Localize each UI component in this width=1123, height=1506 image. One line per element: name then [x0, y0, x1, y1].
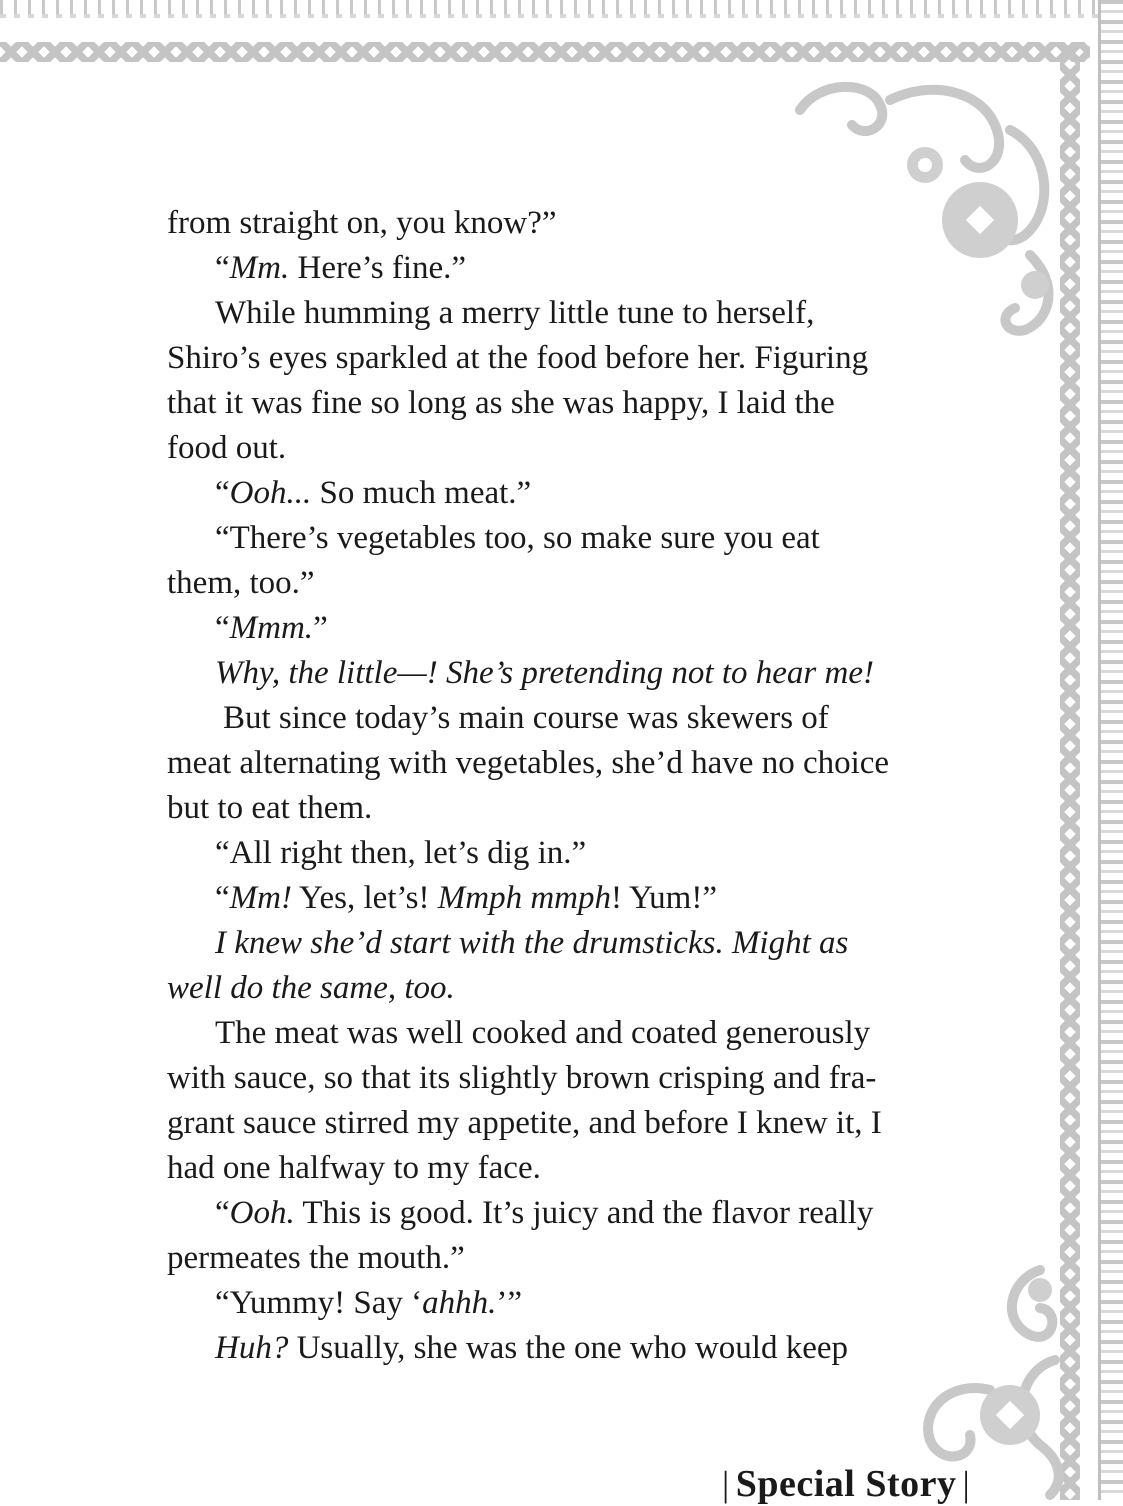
text-line [167, 561, 967, 606]
text-segment: grant sauce stirred my appetite, and before I knew it, I [167, 1105, 882, 1141]
text-segment: “ [215, 880, 230, 916]
text-segment: So much meat.” [311, 475, 532, 511]
text-segment: “ [215, 250, 230, 286]
italic-text: ahhh. [422, 1285, 497, 1321]
text-line [167, 966, 967, 1011]
text-line [167, 921, 967, 966]
text-line [167, 381, 967, 426]
story-body [167, 201, 967, 1371]
text-segment: “ [215, 610, 230, 646]
text-segment: “All right then, let’s dig in.” [215, 835, 587, 871]
text-line [167, 786, 967, 831]
italic-text: Mmph mmph [437, 880, 611, 916]
text-segment: “Yummy! Say ‘ [215, 1285, 423, 1321]
text-line [167, 426, 967, 471]
text-segment: permeates the mouth.” [167, 1240, 465, 1276]
lace-border-top [0, 0, 1123, 18]
text-segment: But since today’s main course was skewers of [223, 700, 829, 736]
italic-text: I knew she’d start with the drumsticks. Might as [215, 925, 849, 961]
text-line [167, 1326, 967, 1371]
italic-text: Mm. [229, 250, 290, 286]
text-line [167, 876, 967, 921]
text-line [167, 336, 967, 381]
italic-text: Why, the little—! She’s pretending not to hear me! [215, 655, 874, 691]
text-segment: This is good. It’s juicy and the flavor really [294, 1195, 874, 1231]
text-segment: but to eat them. [167, 790, 373, 826]
text-line [167, 516, 967, 561]
text-segment: ” [313, 610, 328, 646]
italic-text: Mm! [229, 880, 292, 916]
bracket-icon: | [962, 1464, 971, 1504]
text-segment: with sauce, so that its slightly brown crisping and fra- [167, 1060, 877, 1096]
italic-text: Mmm. [229, 610, 314, 646]
text-line [167, 201, 967, 246]
text-segment: Here’s fine.” [289, 250, 467, 286]
text-line [167, 291, 967, 336]
text-segment: them, too.” [167, 565, 315, 601]
text-line [167, 831, 967, 876]
text-line [167, 1191, 967, 1236]
text-line [167, 696, 967, 741]
text-segment: that it was fine so long as she was happy, I laid the [167, 385, 835, 421]
text-segment: ’” [496, 1285, 523, 1321]
text-line [167, 1236, 967, 1281]
running-head [716, 1462, 976, 1506]
text-segment: had one halfway to my face. [167, 1150, 541, 1186]
text-segment: food out. [167, 430, 287, 466]
text-segment: meat alternating with vegetables, she’d have no choice [167, 745, 890, 781]
text-line [167, 1281, 967, 1326]
running-head-title: Special Story [735, 1463, 957, 1505]
text-line [167, 741, 967, 786]
text-segment: Shiro’s eyes sparkled at the food before her. Figuring [167, 340, 869, 376]
bracket-icon: | [722, 1464, 730, 1504]
text-line [167, 471, 967, 516]
text-segment: Yes, let’s! [291, 880, 438, 916]
italic-text: Huh? [215, 1330, 289, 1366]
text-segment: The meat was well cooked and coated generously [215, 1015, 871, 1051]
italic-text: Ooh... [229, 475, 312, 511]
text-line [167, 1101, 967, 1146]
text-segment: ! Yum!” [610, 880, 717, 916]
text-segment: While humming a merry little tune to herself, [215, 295, 815, 331]
text-segment: “ [215, 1195, 230, 1231]
text-line [167, 1056, 967, 1101]
text-line [167, 246, 967, 291]
text-segment: from straight on, you know?” [167, 205, 557, 241]
text-line [167, 606, 967, 651]
diamond-border-top [0, 42, 1090, 62]
italic-text: Ooh. [229, 1195, 295, 1231]
text-line [167, 1146, 967, 1191]
text-segment: Usually, she was the one who would keep [288, 1330, 849, 1366]
text-line [167, 651, 967, 696]
text-line [167, 1011, 967, 1056]
lace-border-right [1098, 0, 1123, 1500]
text-segment: “There’s vegetables too, so make sure you eat [215, 520, 820, 556]
text-segment: “ [215, 475, 230, 511]
italic-text: well do the same, too. [167, 970, 455, 1006]
